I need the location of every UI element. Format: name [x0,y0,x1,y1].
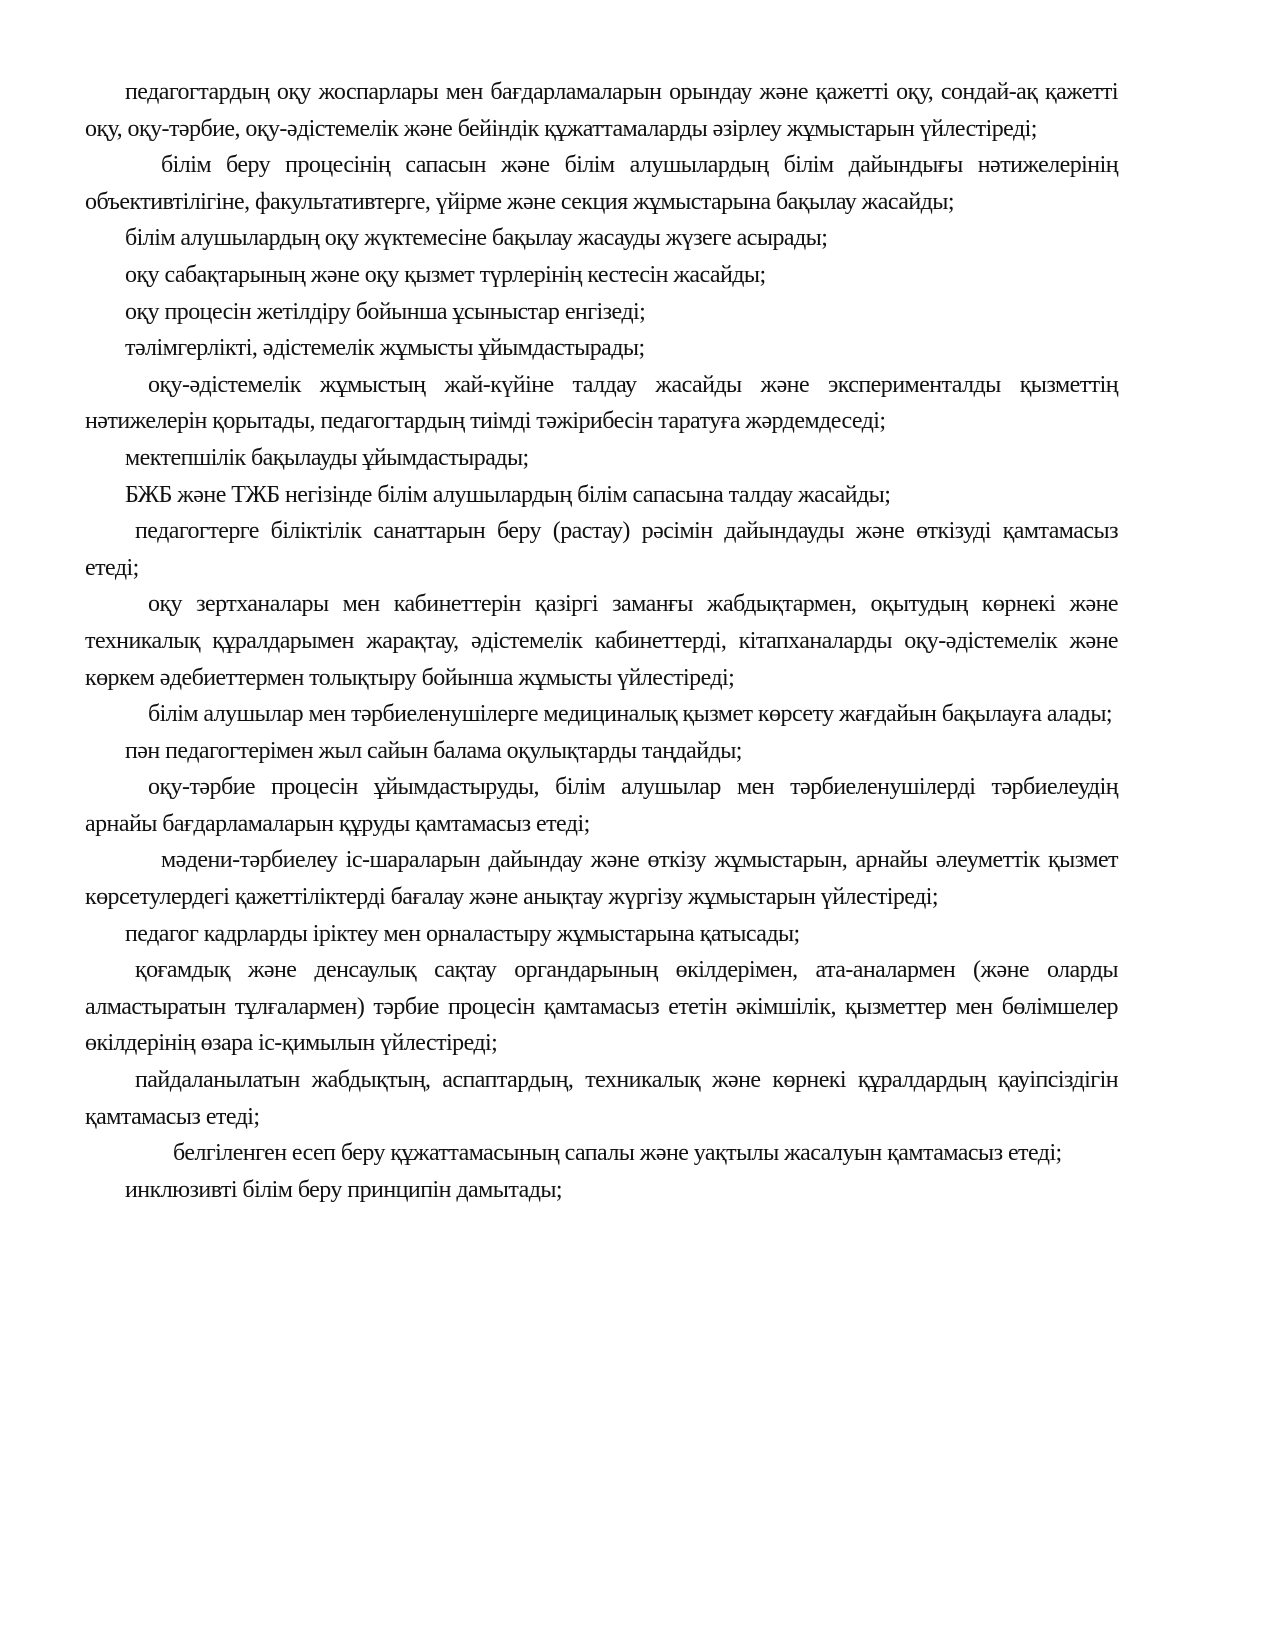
paragraph-assessment-analysis: БЖБ және ТЖБ негізінде білім алушылардың білім сапасына талдау жасайды; [125,481,891,508]
paragraph-mentoring: тәлімгерлікті, әдістемелік жұмысты ұйымдастырады; [125,335,645,362]
paragraph-schedule: оқу сабақтарының және оқу қызмет түрлерінің кестесін жасайды; [125,261,766,288]
paragraph-workload-control: білім алушылардың оқу жүктемесіне бақылау жасауды жүзеге асырады; [125,225,828,252]
paragraph-staff-selection: педагог кадрларды іріктеу мен орналастыру жұмыстарына қатысады; [125,920,800,947]
paragraph-quality-control: білім беру процесінің сапасын және білім алушылардың білім дайындығы нәтижелерінің объективтілігіне, факультативтерге, үйірме және секция жұмыстарына бақылау жасайды; [85,152,1118,215]
paragraph-methodical-analysis: оқу-әдістемелік жұмыстың жай-күйіне талдау жасайды және эксперименталды қызметтің нәтижелерін қорытады, педагогтардың тиімді тәжірибесін таратуға жәрдемдеседі; [85,371,1118,435]
paragraph-medical-services: білім алушылар мен тәрбиеленушілерге медициналық қызмет көрсету жағдайын бақылауға алады; [148,701,1113,728]
paragraph-public-interaction: қоғамдық және денсаулық сақтау органдарының өкілдерімен, ата-аналармен (және оларды алмастыратын тұлғалармен) тәрбие процесін қамтамасыз ететін әкімшілік, қызметтер мен бөлімшелер өкілдерінің өзара іс-қимылын үйлестіреді; [85,957,1118,1057]
paragraph-inclusive-education: инклюзивті білім беру принципін дамытады; [125,1176,563,1203]
paragraph-educational-process: оқу-тәрбие процесін ұйымдастыруды, білім алушылар мен тәрбиеленушілерді тәрбиелеудің арнайы бағдарламаларын құруды қамтамасыз етеді; [85,774,1118,837]
paragraph-intraschool-control: мектепшілік бақылауды ұйымдастырады; [125,444,529,471]
paragraph-improvement-proposals: оқу процесін жетілдіру бойынша ұсыныстар енгізеді; [125,298,646,325]
paragraph-qualification-categories: педагогтерге біліктілік санаттарын беру (растау) рәсімін дайындауды және өткізуді қамтамасыз етеді; [85,518,1118,581]
paragraph-reporting: белгіленген есеп беру құжаттамасының сапалы және уақтылы жасалуын қамтамасыз етеді; [173,1140,1062,1167]
paragraph-cultural-events: мәдени-тәрбиелеу іс-шараларын дайындау және өткізу жұмыстарын, арнайы әлеуметтік қызмет көрсетулердегі қажеттіліктерді бағалау және анықтау жүргізу жұмыстарын үйлестіреді; [85,847,1118,911]
document-body [85,74,1118,1208]
paragraph-lab-equipment: оқу зертханалары мен кабинеттерін қазіргі заманғы жабдықтармен, оқытудың көрнекі және техникалық құралдарымен жарақтау, әдістемелік кабинеттерді, кітапханаларды оқу-әдістемелік және көркем әдебиеттермен толықтыру бойынша жұмысты үйлестіреді; [85,591,1118,691]
paragraph-textbook-selection: пән педагогтерімен жыл сайын балама оқулықтарды таңдайды; [125,737,742,764]
paragraph-coordinate-curricula: педагогтардың оқу жоспарлары мен бағдарламаларын орындау және қажетті оқу, сондай-ақ қажетті оқу, оқу-тәрбие, оқу-әдістемелік және бейіндік құжаттамаларды әзірлеу жұмыстарын үйлестіреді; [85,79,1118,142]
paragraph-equipment-safety: пайдаланылатын жабдықтың, аспаптардың, техникалық және көрнекі құралдардың қауіпсіздігін қамтамасыз етеді; [85,1067,1118,1130]
